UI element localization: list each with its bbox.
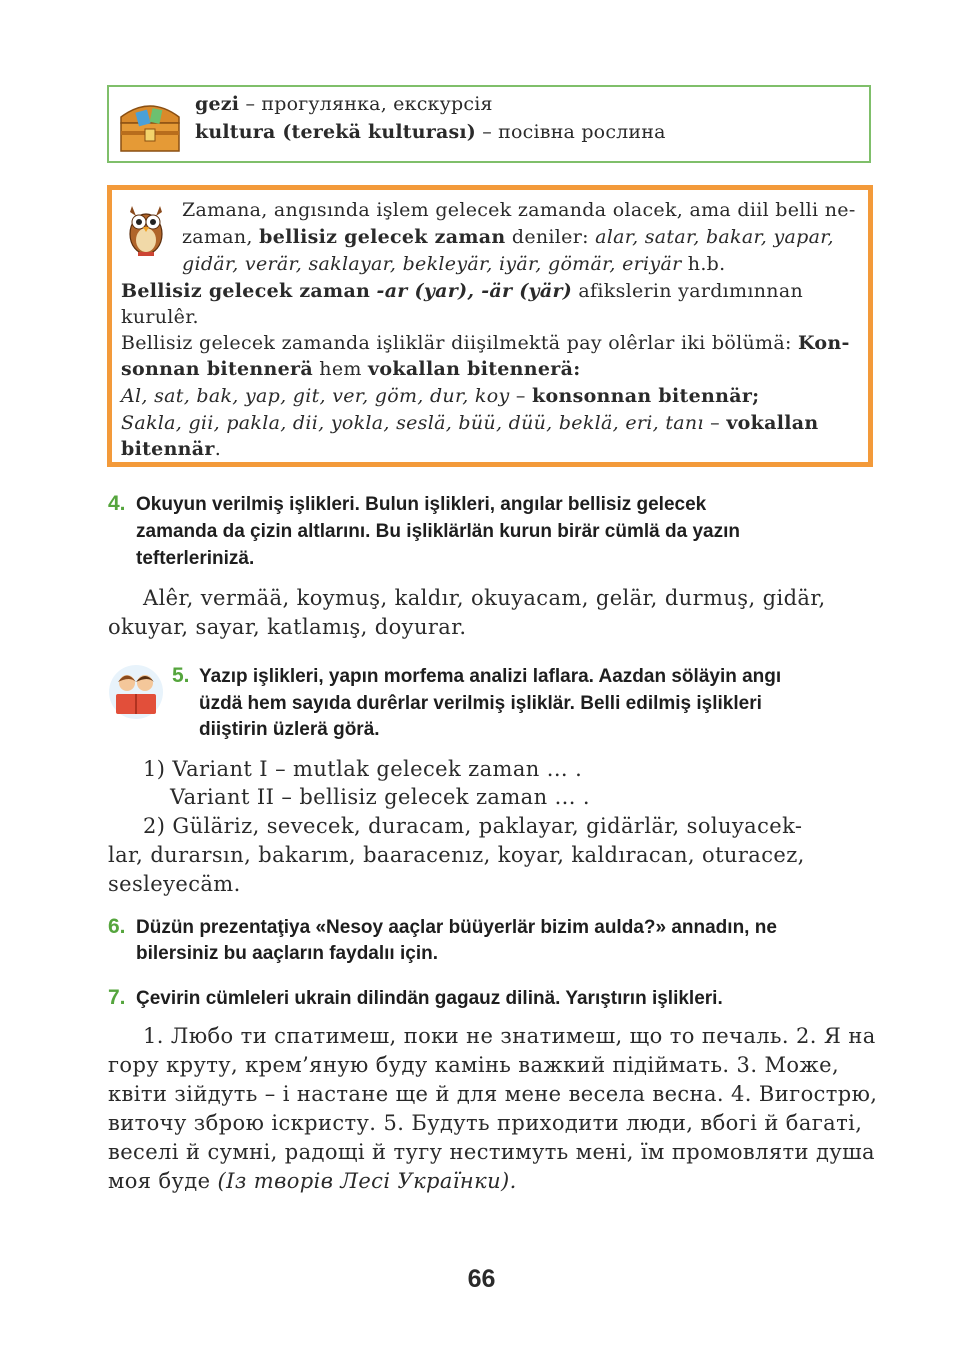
task-5-instruction-line-3: diiştirin üzlerä görä. xyxy=(199,719,380,740)
task-4-number: 4. xyxy=(108,492,126,515)
task-7-number: 7. xyxy=(108,986,126,1009)
rule-line-7: sonnan bitennerä hem vokallan bitennerä: xyxy=(121,358,581,380)
task-5-text-line-1: 1) Variant I – mutlak gelecek zaman ... . xyxy=(143,757,583,781)
owl-icon xyxy=(118,198,174,260)
rule-line-4: Bellisiz gelecek zaman -ar (yar), -är (yär) afikslerin yardımınnan xyxy=(121,280,803,302)
task-7-text-line-1: 1. Любо ти спатимеш, поки не знатимеш, що то печаль. 2. Я на xyxy=(143,1024,876,1048)
task-5-text-line-2: Variant II – bellisiz gelecek zaman ... . xyxy=(170,785,590,809)
task-4-instruction-line-3: tefterlerinizä. xyxy=(136,548,255,569)
treasure-chest-icon xyxy=(115,93,185,157)
task-5-text-line-5: sesleyecäm. xyxy=(108,872,241,896)
rule-line-6: Bellisiz gelecek zamanda işliklär diişilmektä pay olêrlar iki bölümä: Kon- xyxy=(121,332,850,354)
task-7-text-line-5: веселі й сумні, радощі й тугу нестимуть мені, їм промовляти душа xyxy=(108,1140,875,1164)
children-reading-icon xyxy=(108,664,164,720)
rule-line-10: bitennär. xyxy=(121,438,222,460)
task-4-instruction-line-1: Okuyun verilmiş işlikleri. Bulun işlikleri, angılar bellisiz gelecek xyxy=(136,494,707,515)
vocab-entry-kultura: kultura (terekä kulturası) – посівна рослина xyxy=(195,121,666,143)
vocabulary-box xyxy=(107,85,871,163)
task-6-number: 6. xyxy=(108,915,126,938)
task-5-text-line-3: 2) Güläriz, sevecek, duracam, paklayar, gidärlär, soluyacek- xyxy=(143,814,803,838)
task-4-text-line-2: okuyar, sayar, katlamış, doyurar. xyxy=(108,615,467,639)
task-6-instruction-line-1: Düzün prezentaţiya «Nesoy aaçlar büüyerlär bizim aulda?» annadın, ne xyxy=(136,917,777,938)
task-7-text-line-4: виточу зброю іскристу. 5. Будуть приходити люди, вбогі й багаті, xyxy=(108,1111,863,1135)
task-7-text-line-6: моя буде (Із творів Лесі Українки). xyxy=(108,1169,517,1193)
task-4-instruction-line-2: zamanda da çizin altlarını. Bu işliklärlän kurun birär cümlä da yazın xyxy=(136,521,740,542)
task-7-text-line-2: гору круту, крем’яную буду камінь важкий підіймать. 3. Може, xyxy=(108,1053,840,1077)
task-5-number: 5. xyxy=(172,664,190,687)
rule-line-2: zaman, bellisiz gelecek zaman deniler: alar, satar, bakar, yapar, xyxy=(182,226,834,248)
rule-line-3: gidär, verär, saklayar, bekleyär, iyär, gömär, eriyär h.b. xyxy=(182,253,726,275)
task-6-instruction-line-2: bilersiniz bu aaçların faydalıı için. xyxy=(136,943,438,964)
task-4-text-line-1: Alêr, vermää, koymuş, kaldır, okuyacam, gelär, durmuş, gidär, xyxy=(143,586,826,610)
rule-line-8: Al, sat, bak, yap, git, ver, göm, dur, koy – konsonnan bitennär; xyxy=(121,385,760,407)
grammar-rule-box xyxy=(107,185,873,467)
rule-line-1: Zamana, angısında işlem gelecek zamanda olacek, ama diil belli ne- xyxy=(182,199,856,221)
page-number: 66 xyxy=(467,1265,496,1293)
task-5-text-line-4: lar, durarsın, bakarım, baaracenız, koyar, kaldıracan, oturacez, xyxy=(108,843,805,867)
rule-line-5: kurulêr. xyxy=(121,306,199,328)
task-5-instruction-line-1: Yazıp işlikleri, yapın morfema analizi laflara. Aazdan söläyin angı xyxy=(199,666,782,687)
rule-line-9: Sakla, gii, pakla, dii, yokla, seslä, büü, düü, beklä, eri, tanı – vokallan xyxy=(121,412,819,434)
task-5-instruction-line-2: üzdä hem sayıda durêrlar verilmiş işliklär. Belli edilmiş işlikleri xyxy=(199,693,762,714)
task-7-text-line-3: квіти зійдуть – і настане ще й для мене весела весна. 4. Вигострю, xyxy=(108,1082,878,1106)
task-7-instruction-line-1: Çevirin cümleleri ukrain dilindän gagauz dilinä. Yarıştırın işlikleri. xyxy=(136,988,723,1009)
vocab-entry-gezi: gezi – прогулянка, екскурсія xyxy=(195,93,493,115)
